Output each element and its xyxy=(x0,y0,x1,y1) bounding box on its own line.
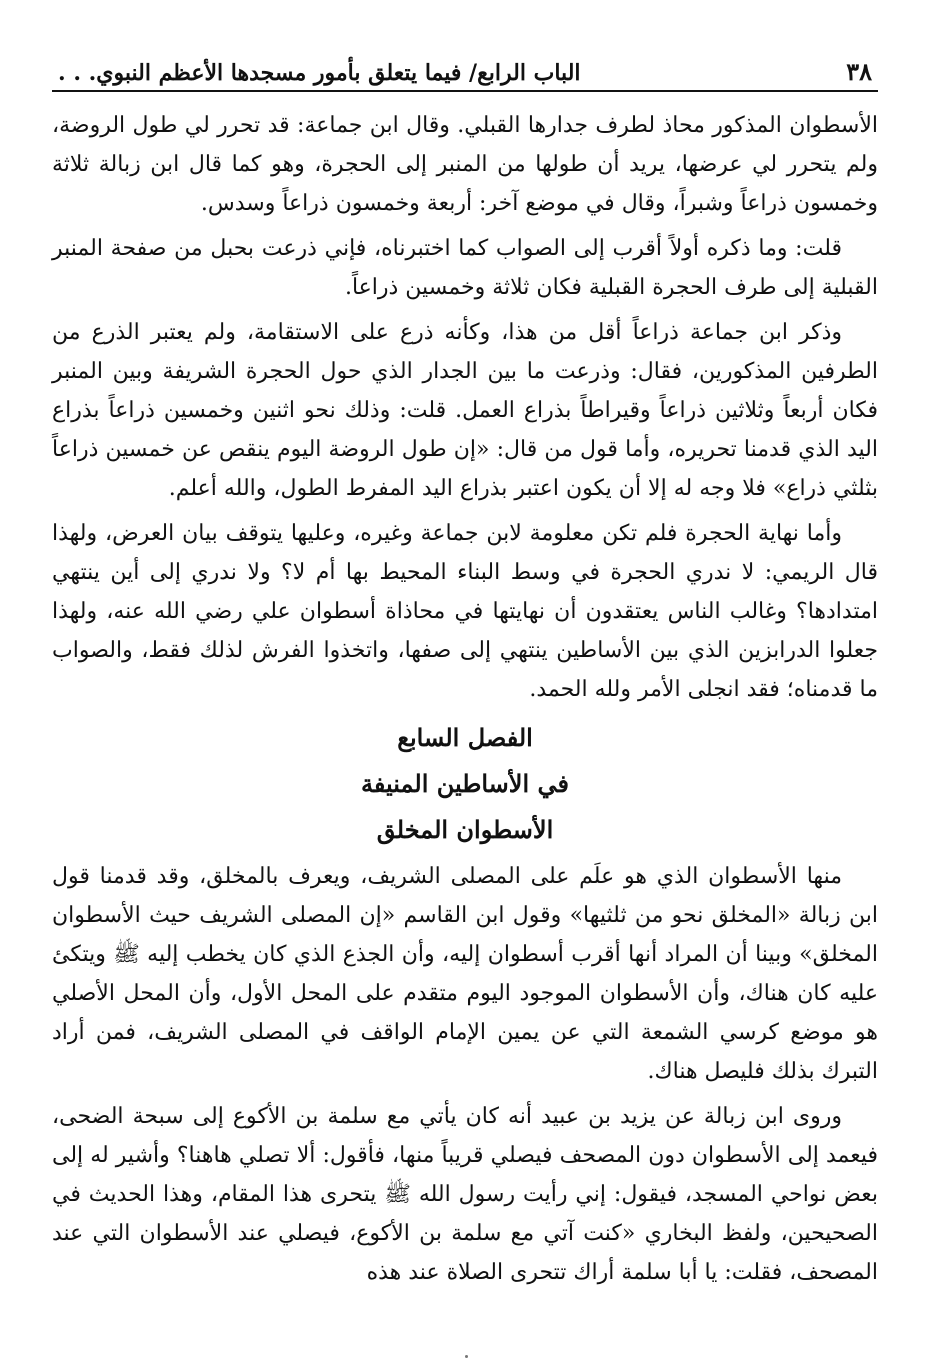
paragraph: وأما نهاية الحجرة فلم تكن معلومة لابن جماعة وغيره، وعليها يتوقف بيان العرض، ولهذا قال الريمي: لا ندري الحجرة في وسط البناء المحيط بها أم لا؟ ولا ندري إلى أين ينتهي امتدادها؟ وغالب الناس يعتقدون أن نهايتها في محاذاة أسطوان علي رضي الله عنه، ولهذا جعلوا الدرابزين الذي بين الأساطين ينتهي إلى صفها، واتخذوا الفرش لذلك فقط، والصواب ما قدمناه؛ فقد انجلى الأمر ولله الحمد. xyxy=(52,521,878,702)
page-speck xyxy=(465,1355,468,1358)
chapter-heading-block xyxy=(52,715,878,853)
paragraph: منها الأسطوان الذي هو علَم على المصلى الشريف، ويعرف بالمخلق، وقد قدمنا قول ابن زبالة «المخلق نحو من ثلثيها» وقول ابن القاسم «إن المصلى الشريف حيث الأسطوان المخلق» وبينا أن المراد أنها أقرب أسطوان إليه، وأن الجذع الذي كان يخطب إليه ﷺ ويتكئ عليه كان هناك، وأن الأسطوان الموجود اليوم متقدم على المحل الأول، وأن المحل الأصلي هو موضع كرسي الشمعة التي عن يمين الإمام الواقف في المصلى الشريف، فمن أراد التبرك بذلك فليصل هناك. xyxy=(52,864,878,1084)
paragraph: قلت: وما ذكره أولاً أقرب إلى الصواب كما اختبرناه، فإني ذرعت بحبل من صفحة المنبر القبلية إلى طرف الحجرة القبلية فكان ثلاثة وخمسين ذراعاً. xyxy=(52,236,878,300)
paragraph: وذكر ابن جماعة ذراعاً أقل من هذا، وكأنه ذرع على الاستقامة، ولم يعتبر الذرع من الطرفين المذكورين، فقال: وذرعت ما بين الجدار الذي حول الحجرة الشريفة وبين المنبر فكان أربعاً وثلاثين ذراعاً وقيراطاً بذراع العمل. قلت: وذلك نحو اثنين وخمسين ذراعاً بذراع اليد الذي قدمنا تحريره، وأما قول من قال: «إن طول الروضة اليوم ينقص عن خمسين ذراعاً بثلثي ذراع» فلا وجه له إلا أن يكون اعتبر بذراع اليد المفرط الطول، والله أعلم. xyxy=(52,320,878,501)
section-title: الأسطوان المخلق xyxy=(376,815,554,844)
running-header xyxy=(52,40,878,92)
chapter-subtitle: في الأساطين المنيفة xyxy=(361,769,569,798)
book-page xyxy=(52,40,878,1344)
paragraph: وروى ابن زبالة عن يزيد بن عبيد أنه كان يأتي مع سلمة بن الأكوع إلى سبحة الضحى، فيعمد إلى الأسطوان دون المصحف فيصلي قريباً منها، فأقول: ألا تصلي هاهنا؟ وأشير له إلى بعض نواحي المسجد، فيقول: إني رأيت رسول الله ﷺ يتحرى هذا المقام، وهذا الحديث في الصحيحين، ولفظ البخاري «كنت آتي مع سلمة بن الأكوع، فيصلي عند الأسطوان التي عند المصحف، فقلت: يا أبا سلمة أراك تتحرى الصلاة عند هذه xyxy=(52,1104,878,1285)
paragraph: الأسطوان المذكور محاذ لطرف جدارها القبلي. وقال ابن جماعة: قد تحرر لي طول الروضة، ولم يتحرر لي عرضها، يريد أن طولها من المنبر إلى الحجرة، وهو كما قال ابن زبالة ثلاثة وخمسون ذراعاً وشبراً، وقال في موضع آخر: أربعة وخمسون ذراعاً وسدس. xyxy=(52,113,878,216)
running-title: الباب الرابع/ فيما يتعلق بأمور مسجدها الأعظم النبوي. . . xyxy=(58,60,581,86)
body-text xyxy=(52,106,878,1292)
page-number: ٣٨ xyxy=(846,57,872,86)
chapter-title: الفصل السابع xyxy=(397,723,533,752)
